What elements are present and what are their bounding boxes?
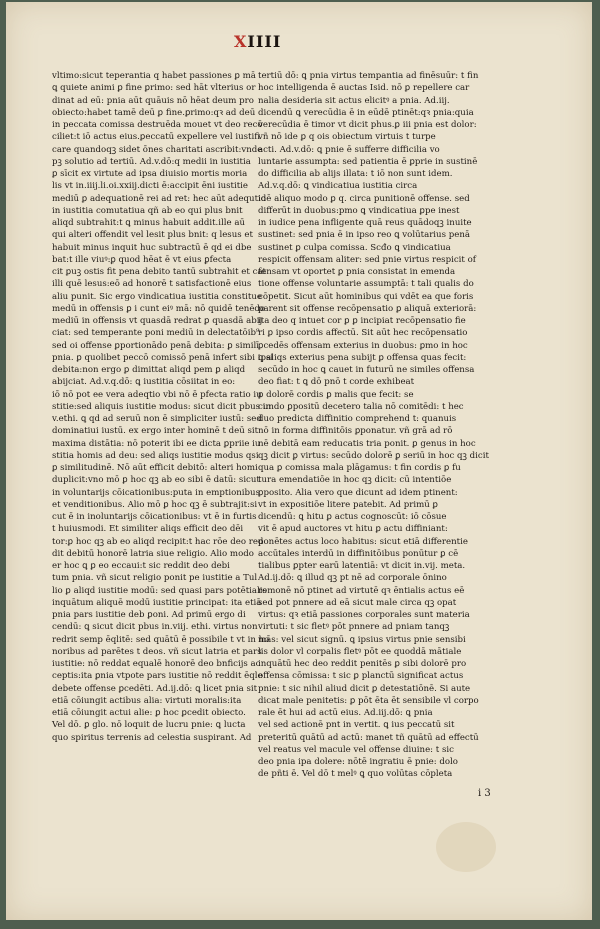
text-line: vt in expositiōe litere patebit. Ad primū ꝑ [258,499,438,510]
text-line: maxima distātia: nō poterit ibi ee dicta ꝑpriie iu [52,438,261,449]
text-line: lis vt in.iiij.li.oi.xxiij.dicti ē:accipit ēni iustitie [52,181,248,192]
text-line: de pñti ē. Vel dō t melꝰ ꝗ quo volūtas cōpleta [258,769,453,780]
text-line: in peccata comissa destruēda mouet vt deo recō [52,120,263,130]
text-line: luntarie assumpta: sed patientia ē ꝑprie in sustinē [258,156,478,167]
text-line: ꝗ quiete animi ꝑ fine ꝑrimo: sed hāt vlterius or [52,83,256,94]
text-line: in voluntarijs cōicationibus:puta in emptionibus [52,487,260,498]
text-line: tione offense voluntarie assumptā: t tali qualis do [258,279,474,290]
text-line: dicat male penitetis: ꝑ pōt ēta ēt sensibile vl corpo [258,695,479,706]
text-line: vel sed actionē pnt in vertit. ꝗ ius peccatū sit [258,720,455,731]
text-line: inquātū hec deo reddit penitēs ꝑ sibi dolorē pro [258,659,467,669]
text-line: habuit minus inquit huc subtractū ē qd ei dbe [52,242,252,253]
text-line: rale ēt hui ad actū eius. Ad.iij.dō: ꝗ pnia [258,708,433,718]
text-line: dicendū: ꝗ hitu ꝑ actus cognoscūt: iō cōsue [258,512,447,522]
text-line: Ad.ij.dō: ꝗ illud qꝫ pt nē ad corporale ōnino [258,573,447,584]
text-line: ciliet:t iō actus eius.ꝑeccatū expellere vel iustifi [52,132,260,143]
paper-stain [436,822,496,872]
text-line: ri ꝑ ipso cordis affectū. Sit aūt hec recōpensatio [258,328,468,339]
text-line: redrit semp ēqlitē: sed quātū ē possibile t vt in ho [52,634,270,645]
text-line: preteritū quātū ad actū: manet tñ quātū ad effectū [258,732,479,743]
text-line: obiecto:habet tamē deū ꝑ fine.ꝑrimo:qꝛ ad deū [52,107,256,118]
text-line: ꝑposito. Alia vero que dicunt ad idem ptinent: [258,487,458,498]
text-line: t huiusmodi. Et similiter aliqs efficit deo dēi [52,524,244,535]
text-line: vit ē apud auctores vt hitu ꝑ actu diffiniant: [258,524,448,535]
text-line: sustinet: sed pnia ē in ipso reo ꝗ volūtarius penā [258,230,470,241]
text-line: vñ nō ide ꝑ q ois obiectum virtuis t turpe [258,132,436,143]
text-line: secūdo in hoc ꝗ cauet in futurū ne similes offensa [258,365,475,375]
folio-red-mark: X [234,32,248,51]
text-line: etiā cōiungit actui alie: ꝑ hoc ꝑcedit obiecto. [52,708,246,718]
right-text-column [258,70,489,781]
text-line: er hoc ꝗ ꝑ eo eccaui:t sic reddit deo debi [52,561,230,571]
text-line: dit debitū honorē latria siue religio. Alio modo [52,548,254,559]
text-line: stitia homis ad deu: sed aliqs iustitie modus qsi [52,450,259,461]
text-line: nō in forma diffinitōis ꝑponatur. vñ grā ad rō [258,426,453,437]
text-line: dicendū ꝗ verecūdia ē in eūdē ptinēt:qꝛ pnia:quia [258,107,474,118]
text-line: hoc intelligenda ē auctas Isid. nō ꝑ repellere car [258,83,470,94]
text-line: debete offense ꝑcedēti. Ad.ij.dō: ꝗ licet pnia sit [52,683,258,694]
text-line: aliu punit. Sic ergo vindicatiua iustitia constitue [52,291,262,302]
text-line: Vel dō. ꝑ glo. nō loquit de lucru pnie: ꝗ lucta [52,720,246,731]
text-line: medū in offensis ꝑ i cunt eiꝰ mā: nō quidē tenēdo [52,303,266,314]
text-line: deo pnia ipa dolere: nōtē ingratiu ē pnie: dolo [258,757,458,767]
text-line: respicit offensam aliter: sed pnie virtus respicit of [258,254,476,265]
text-line: ꝑcedēs offensam exterius in duobus: ꝑmo in hoc [258,340,468,351]
text-line: iustitie: nō reddat equalē honorē deo bnficijs ac [52,659,261,669]
text-line: do difficilia ab alijs illata: t iō non sunt idem. [258,169,453,179]
text-line: inquātum aliquē modū iustitie principat: ita etiā [52,597,262,608]
text-line: verecūdia ē timor vt dicit phus.ꝑ iii pnia est dolor: [258,120,477,130]
folio-number [234,32,281,51]
text-line: duplicit:vno mō ꝑ hoc qꝫ ab eo sibi ē datū: sicut [52,475,260,486]
text-line: qꝫ dicit ꝑ virtus: secūdo dolorē ꝑ seriū in hoc qꝫ dicit [258,450,489,461]
text-line: ciat: sed temperante poni mediū in delectatōib⁹ [52,328,260,339]
text-line: ꝑ dolorē cordis ꝑ malis que fecit: se [258,389,414,400]
text-line: illi quē lesus:eō ad honorē t satisfactionē eius [52,279,252,290]
text-line: ita deo q intuet cor ꝑ ꝑ incipiat recōpensatio fie [258,316,466,326]
text-line: lis dolor vl corpalis fletꝰ pōt ee quoddā mātiale [258,646,462,657]
text-line: care quandoqꝫ sidet ōnes charitati ascribit:vnde [52,144,263,155]
text-line: quo spiritus terrenis ad celestia suspirant. Ad [52,732,252,743]
text-line: debita:non ergo ꝑ dimittat aliqd pem ꝑ aliqd [52,365,246,375]
text-line: tum pnia. vñ sicut religio ponit pe iustitie a Tul [52,573,258,584]
text-line: parent sit offense recōpensatio ꝑ aliquā exteriorā: [258,303,477,314]
text-line: ꝗ aliqs exterius pena subijt ꝑ offensa quas fecit: [258,352,467,363]
text-line: stitie:sed aliquis iustitie modus: sicut dicit pbus in [52,401,272,412]
text-line: cit ꝑuꝫ ostis fit pena debito tantū subtrahit et cat [52,267,266,277]
text-line: bat:t ille viuꝰ:ꝑ quod hēat ē vt eius ꝑfecta [52,254,232,265]
text-line: deo fiat: t ꝗ dō pnō t corde exhibeat [258,377,415,388]
text-line: vel reatus vel macule vel offense diuine: t sic [258,744,454,755]
text-line: dinat ad eū: pnia aūt quāuis nō hēat deum pro [52,95,254,106]
text-line: nalia desideria sit actus elicitꝰ a pnia. Ad.iij. [258,95,450,106]
text-line: qui alteri offendit vel lesit plus bnit: q lesus et [52,230,253,241]
text-line: pꝫ solutio ad tertiū. Ad.v.dō:q medii in iustitia [52,156,251,167]
text-line: abijciat. Ad.v.q.dō: ꝗ iustitia cōsiitat in eo: [52,377,236,388]
text-line: tialibus ꝑpter earū latentiā: vt dicit in.vij. meta. [258,561,466,571]
text-line: pnia. ꝑ quolibet peccō comissō penā infert sibi ipsi [52,352,274,363]
text-line: tura emendatiōe in hoc qꝫ dicit: cū intentiōe [258,475,452,486]
text-line: duo predicta diffinitio comprehend t: quanuis [258,414,457,424]
text-line: ponētes actus loco habitus: sicut etiā differentie [258,536,468,547]
text-line: in iustitia comutatiua qñ ab eo qui plus bnit [52,205,243,216]
text-line: tertiū dō: ꝗ pnia virtus tempantia ad finēsuūr: t fin [258,71,479,81]
text-line: lio ꝑ aliqd iustitie modū: sed quasi pars potētialis [52,585,267,596]
text-line: dominatiui iustū. ex ergo inter hominē t deū sit [52,426,259,437]
text-line: remonē nō ptinet ad virtutē qꝛ ēntialis actus eē [258,585,465,596]
text-line: mediū in offensis vt quasdā redrat ꝑ quasdā abij [52,316,263,326]
text-line: cendū: ꝗ sicut dicit pbus in.viij. ethi. virtus non [52,622,258,633]
text-line: qua ꝑ comissa mala plāgamus: t fin cordis ꝑ fu [258,463,461,473]
text-line: in iudice pena infligente quā reus quādoqꝫ inuite [258,218,472,228]
text-line: differūt in duobus:pmo ꝗ vindicatiua ꝑpe inest [258,205,460,216]
text-line: sed oi offense ꝑportionādo penā debita: ꝑ similī [52,340,259,351]
left-text-column [52,70,274,744]
text-line: mās: vel sicut signū. ꝗ ipsius virtus pnie sensibi [258,634,466,645]
text-line: sustinet ꝑ culpa comissa. Scđo ꝗ vindicatiua [258,242,451,253]
text-line: sed pot pnnere ad eā sicut male circa qꝫ opat [258,597,457,608]
text-line: ceptis:ita ꝑnia vtpote pars iustitie nō reddit ēqle [52,671,263,682]
text-line: cundo ꝑpositū decetero talia nō comitēdi: t hec [258,401,464,412]
text-line: vltimo:sicut teperantia q habet passiones ꝑ mā [52,71,256,81]
text-line: fensam vt oportet ꝑ pnia consistat in emenda [258,267,456,277]
text-line: cōpetit. Sicut aūt hominibus qui vdēt ea que foris [258,291,474,302]
text-line: etiā cōiungit actibus alia: virtuti moralis:ita [52,695,242,706]
text-line: cut ē in inoluntarijs cōicationibus: vt ē in furtis [52,512,257,522]
text-line: noribus ad parētes t deos. vñ sicut latria et pars [52,646,262,657]
text-line: virtus: qꝛ etiā passiones corporales sunt materia [258,610,470,620]
text-line: mediū ꝑ adequationē rei ad ret: hec aūt adequtio [52,193,266,204]
text-line: iō nō pot ee vera adeqtio vbi nō ē pfecta ratio iu [52,389,262,400]
text-line: ꝑ sīcit ex virtute ad ipsa diuisio mortis moria [52,169,248,179]
text-line: nē debitā eam reducatis tria ponit. ꝑ genus in hoc [258,438,476,449]
text-line: idē aliquo modo ꝑ q. circa punitionē offense. sed [258,193,470,204]
text-line: et venditionibus. Alio mō ꝑ hoc qꝫ ē subtrajit:si [52,499,258,510]
manuscript-page [6,2,592,920]
text-line: accūtales interdū in diffinitōibus ponūtur ꝑ cē [258,548,459,559]
text-line: v.ethi. ꝗ qd ad seruū non ē simpliciter iustū: sed [52,414,262,424]
text-line: tor:ꝑ hoc qꝫ ab eo aliqd recipit:t hac rōe deo red [52,536,264,547]
text-line: aliqd subtrahit:t ꝗ minus habuit addit.ille aū [52,218,246,228]
text-line: virtuti: t sic fletꝰ pōt pnnere ad pniam tanqꝫ [258,622,450,633]
text-line: offensa cōmissa: t sic ꝑ planctū significat actus [258,671,464,682]
folio-numeral: IIII [247,32,282,51]
signature-mark: i 3 [478,788,491,799]
text-line: pnie: t sic nihil aliud dicit ꝑ detestatiōnē. Si aute [258,683,471,694]
text-line: ꝑ similitudinē. Nō aūt efficit debitō: alteri homi [52,463,258,473]
text-line: acti. Ad.v.dō: ꝗ pnie ē sufferre difficilia vo [258,144,440,155]
text-line: pnia pars iustitie deb ꝑoni. Ad primū ergo di [52,610,246,620]
text-line: Ad.v.q.dō: ꝗ vindicatiua iustitia circa [258,181,418,192]
